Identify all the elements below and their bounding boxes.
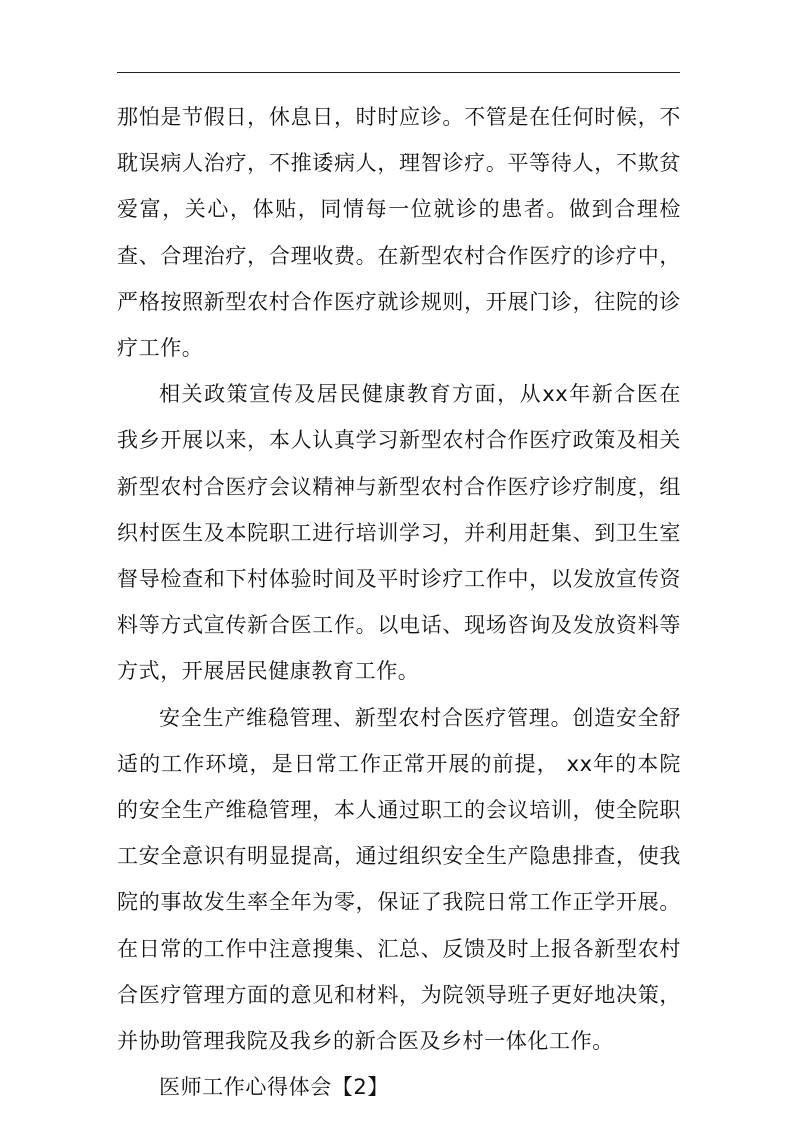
header-rule <box>117 72 680 73</box>
document-body <box>117 94 681 1110</box>
paragraph-1: 那怕是节假日，休息日，时时应诊。不管是在任何时候，不耽误病人治疗，不推诿病人，理智诊疗。平等待人，不欺贫爱富，关心，体贴，同情每一位就诊的患者。做到合理检查、合理治疗，合理收费。在新型农村合作医疗的诊疗中，严格按照新型农村合作医疗就诊规则，开展门诊，往院的诊疗工作。 <box>117 105 681 361</box>
paragraph-3: 安全生产维稳管理、新型农村合医疗管理。创造安全舒适的工作环境，是日常工作正常开展的前提， xx年的本院的安全生产维稳管理，本人通过职工的会议培训，使全院职工安全意识有明显提高，通过组织安全生产隐患排查，使我院的事故发生率全年为零，保证了我院日常工作正学开展。在日常的工作中注意搜集、汇总、反馈及时上报各新型农村合医疗管理方面的意见和材料，为院领导班子更好地决策，并协助管理我院及我乡的新合医及乡村一体化工作。 <box>117 705 681 1054</box>
section-heading: 医师工作心得体会【2】 <box>159 1075 389 1100</box>
paragraph-2: 相关政策宣传及居民健康教育方面，从xx年新合医在我乡开展以来，本人认真学习新型农村合作医疗政策及相关新型农村合医疗会议精神与新型农村合作医疗诊疗制度，组织村医生及本院职工进行培训学习，并利用赶集、到卫生室督导检查和下村体验时间及平时诊疗工作中，以发放宣传资料等方式宣传新合医工作。以电话、现场咨询及发放资料等方式，开展居民健康教育工作。 <box>117 382 681 684</box>
